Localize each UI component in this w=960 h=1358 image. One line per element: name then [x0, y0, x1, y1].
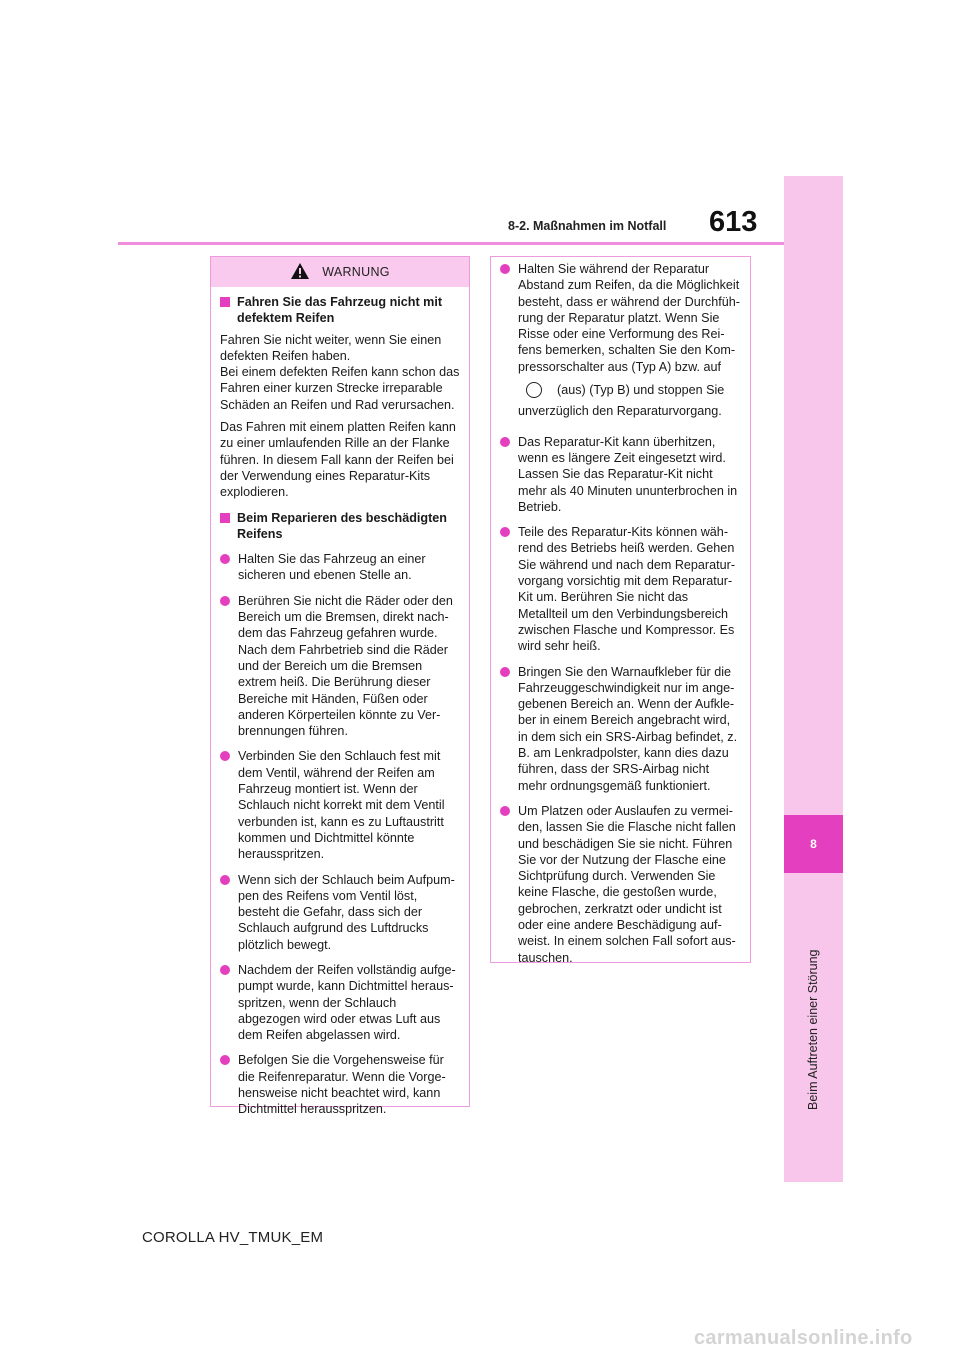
- section-heading: [220, 510, 460, 543]
- header-rule: [118, 242, 784, 245]
- list-item-text: Teile des Reparatur-Kits können während des Betriebs heiß werden. Gehen Sie während und nach dem Reparaturvorgang vorsichtig mit dem Reparatur-Kit um. Berühren Sie nicht das Metallteil um den Verbindungsbereich zwischen Flasche und Kompressor. Es wird sehr heiß.: [518, 525, 736, 654]
- round-bullet-icon: [500, 437, 510, 447]
- warning-header: [211, 257, 469, 287]
- round-bullet-icon: [220, 596, 230, 606]
- list-item-text: Berühren Sie nicht die Räder oder den Bereich um die Bremsen, direkt nachdem das Fahrzeug gefahren wurde. Nach dem Fahrbetrieb sind die Räder und der Bereich um die Bremsen extrem heiß. Die Berührung dieser Bereiche mit Händen, Füßen oder anderen Körperteilen könnte zu Verbrennungen führen.: [238, 593, 453, 739]
- heading-text: Beim Reparieren des beschädigten Reifens: [237, 510, 447, 541]
- list-item-text-part: unverzüglich den Reparaturvorgang.: [518, 404, 722, 419]
- round-bullet-icon: [500, 527, 510, 537]
- paragraph: Das Fahren mit einem platten Reifen kann zu einer umlaufenden Rille an der Flanke führen. In diesem Fall kann der Reifen bei der Verwendung eines Reparatur-Kits explodieren.: [220, 420, 456, 500]
- warning-box-right: [490, 256, 751, 963]
- chapter-number-badge: 8: [784, 815, 843, 873]
- off-symbol-line: [526, 382, 741, 398]
- warning-triangle-icon: [290, 262, 310, 283]
- warning-title: WARNUNG: [322, 265, 390, 279]
- list-item: [220, 1052, 460, 1117]
- list-item: [220, 593, 460, 740]
- section-title: 8-2. Maßnahmen im Notfall: [508, 219, 667, 233]
- warning-box-left: [210, 256, 470, 1117]
- section-heading: [220, 294, 460, 327]
- heading-text: Fahren Sie das Fahrzeug nicht mit defektem Reifen: [237, 295, 443, 326]
- list-item-text: Befolgen Sie die Vorgehensweise für die Reifenreparatur. Wenn die Vorgehensweise nicht beachtet wird, kann Dichtmittel herausspritzen.: [238, 1053, 446, 1117]
- list-item-text: Nachdem der Reifen vollständig aufgepumpt wurde, kann Dichtmittel herausspritzen, wenn der Schlauch abgezogen wird oder etwas Luft aus dem Reifen abgelassen wird.: [238, 962, 456, 1043]
- round-bullet-icon: [220, 751, 230, 761]
- paragraph: [220, 332, 460, 413]
- list-item: [500, 524, 741, 654]
- round-bullet-icon: [500, 806, 510, 816]
- list-item-text: Wenn sich der Schlauch beim Aufpumpen des Reifens vom Ventil löst, besteht die Gefahr, dass sich der Schlauch aufgrund des Luftdrucks plötzlich bewegt.: [238, 872, 455, 952]
- list-item-text: Das Reparatur-Kit kann überhitzen, wenn es längere Zeit eingesetzt wird. Lassen Sie das Reparatur-Kit nicht mehr als 40 Minuten ununterbrochen in Betrieb.: [518, 434, 738, 514]
- list-item: [500, 261, 741, 420]
- paragraph-text: Fahren Sie nicht weiter, wenn Sie einen defekten Reifen haben.: [220, 332, 442, 363]
- square-bullet-icon: [220, 513, 230, 523]
- warning-body-right: [491, 257, 750, 966]
- watermark: carmanualsonline.info: [694, 1327, 913, 1349]
- list-item-text-part: Halten Sie während der Reparatur Abstand zum Reifen, da die Möglichkeit besteht, dass er während der Durchführung der Reparatur platzt. Wenn Sie Risse oder eine Verformung des Reifens bemerken, schalten Sie den Kompressorschalter aus (Typ A) bzw. auf: [518, 262, 740, 374]
- list-item-text: Bringen Sie den Warnaufkleber für die Fahrzeuggeschwindigkeit nur im angegebenen Bereich an. Wenn der Aufkleber in einem Bereich angebracht wird, in dem sich ein SRS-Airbag befindet, z. B. am Lenkradpolster, kann dies dazu führen, dass der SRS-Airbag nicht mehr ordnungsgemäß funktioniert.: [518, 664, 738, 793]
- round-bullet-icon: [220, 1055, 230, 1065]
- list-item-text-part: (aus) (Typ B) und stoppen Sie: [557, 383, 725, 398]
- paragraph-text: Bei einem defekten Reifen kann schon das Fahren einer kurzen Strecke irreparable Schäden an Reifen und Rad verursachen.: [220, 365, 460, 412]
- list-item-text: [518, 261, 741, 420]
- list-item: [220, 872, 460, 953]
- footer-model: COROLLA HV_TMUK_EM: [142, 1229, 324, 1246]
- round-bullet-icon: [500, 667, 510, 677]
- round-bullet-icon: [220, 554, 230, 564]
- list-item: [220, 748, 460, 862]
- list-item: [500, 664, 741, 794]
- chapter-label: Beim Auftreten einer Störung: [806, 949, 820, 1111]
- list-item-text: Verbinden Sie den Schlauch fest mit dem Ventil, während der Reifen am Fahrzeug montiert ist. Wenn der Schlauch nicht korrekt mit dem Ventil verbunden ist, kann es zu Luftaustritt kommen und Dichtmittel könnte herausspritzen.: [238, 749, 445, 862]
- list-item: [220, 962, 460, 1043]
- square-bullet-icon: [220, 297, 230, 307]
- list-item: [500, 434, 741, 515]
- list-item-text: Halten Sie das Fahrzeug an einer sicheren und ebenen Stelle an.: [238, 552, 426, 583]
- list-item-text: Um Platzen oder Auslaufen zu vermeiden, lassen Sie die Flasche nicht fallen und beschädigen Sie sie nicht. Führen Sie vor der Nutzung der Flasche eine Sichtprüfung durch. Verwenden Sie keine Flasche, die gestoßen wurde, gebrochen, zerkratzt oder undicht ist oder eine andere Beschädigung aufweist. In einem solchen Fall sofort austauschen.: [518, 803, 736, 965]
- round-bullet-icon: [220, 965, 230, 975]
- page-number: 613: [709, 206, 758, 238]
- list-item: [500, 803, 741, 966]
- list-item: [220, 551, 460, 584]
- round-bullet-icon: [220, 875, 230, 885]
- warning-body-left: [211, 287, 469, 1118]
- round-bullet-icon: [500, 264, 510, 274]
- power-off-circle-icon: [526, 382, 542, 398]
